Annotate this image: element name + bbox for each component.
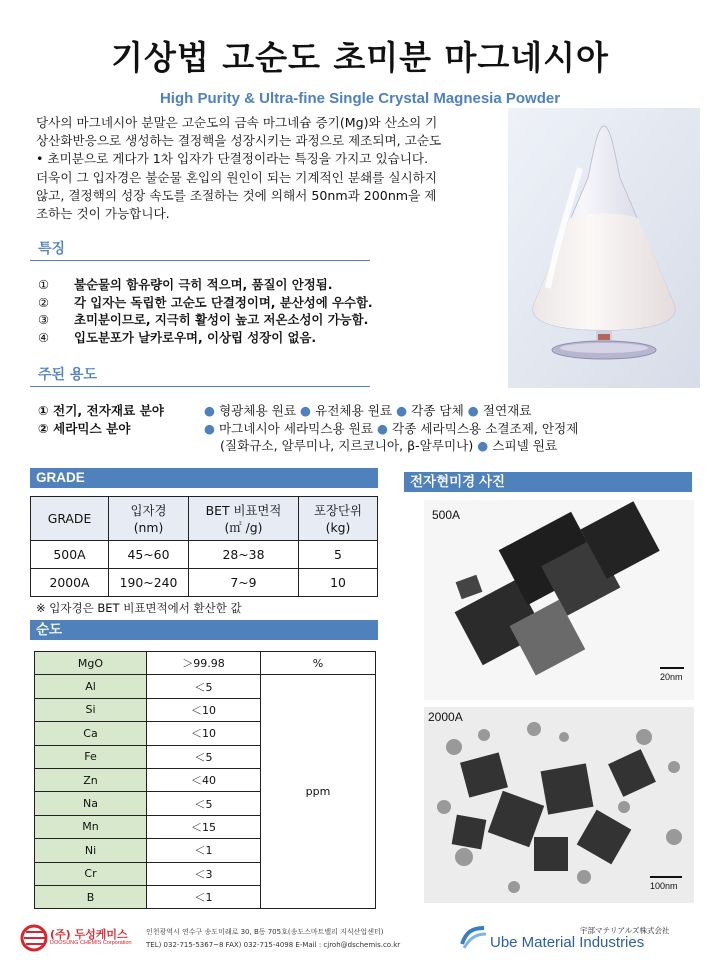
bullet-icon: ● bbox=[396, 403, 408, 418]
table-header-cell: GRADE bbox=[31, 497, 109, 541]
microscope-section-bar: 전자현미경 사진 bbox=[404, 472, 692, 492]
features-list bbox=[38, 276, 498, 346]
element-cell: MgO bbox=[35, 652, 147, 675]
use-row-electronics bbox=[38, 402, 698, 420]
use-item: 각종 세라믹스용 소결조제, 안정제 bbox=[392, 420, 579, 436]
features-divider bbox=[30, 260, 370, 261]
feature-text: 불순물의 함유량이 극히 적으며, 품질이 안정됨. bbox=[74, 277, 333, 292]
intro-line: 상산화반응으로 생성하는 결정핵을 성장시키는 과정으로 제조되며, 고순도 bbox=[36, 133, 442, 149]
use-item: 유전체용 원료 bbox=[315, 403, 393, 418]
value-cell: ＜5 bbox=[147, 675, 261, 698]
intro-line: • 초미분으로 게다가 1차 입자가 단결정이라는 특징을 가지고 있습니다. bbox=[36, 151, 429, 167]
use-category: ① 전기, 전자재료 분야 bbox=[38, 403, 164, 418]
bullet-icon: ● bbox=[467, 403, 479, 418]
table-cell: 10 bbox=[299, 569, 378, 597]
feature-text: 입도분포가 날카로우며, 이상립 성장이 없음. bbox=[74, 329, 317, 345]
table-cell: 190~240 bbox=[109, 569, 189, 597]
ube-logo-icon bbox=[458, 922, 488, 952]
value-cell: ＜15 bbox=[147, 815, 261, 838]
table-row bbox=[31, 569, 378, 597]
intro-line: 않고, 결정핵의 성장 속도를 조절하는 것에 의해서 50nm과 200nm을 제 bbox=[36, 187, 437, 203]
table-header-cell: 입자경 (nm) bbox=[109, 497, 189, 541]
bullet-icon: ● bbox=[300, 403, 312, 418]
uses-heading: 주된 용도 bbox=[38, 367, 97, 383]
footer-company-name: (주) 두성케미스 bbox=[50, 928, 128, 941]
element-cell: Ca bbox=[35, 722, 147, 745]
table-header-cell: 포장단위 (kg) bbox=[299, 497, 378, 541]
feature-number: ③ bbox=[38, 312, 50, 327]
table-cell: 5 bbox=[299, 541, 378, 569]
unit-cell: % bbox=[261, 652, 376, 675]
feature-number: ② bbox=[38, 294, 50, 310]
micrograph-label: 500A bbox=[432, 508, 461, 522]
feature-number: ① bbox=[38, 277, 50, 292]
table-cell: 7~9 bbox=[189, 569, 299, 597]
feature-number: ④ bbox=[38, 329, 50, 345]
page-title: 기상법 고순도 초미분 마그네시아 bbox=[111, 38, 609, 77]
intro-line: 조하는 것이 가능합니다. bbox=[36, 206, 170, 222]
use-item: 마그네시아 세라믹스용 원료 bbox=[219, 420, 374, 436]
intro-line: 더욱이 그 입자경은 불순물 혼입의 원인이 되는 기계적인 분쇄를 실시하지 bbox=[36, 169, 437, 185]
element-cell: Zn bbox=[35, 768, 147, 791]
micrograph-scale-label: 20nm bbox=[660, 672, 683, 682]
intro-line: 당사의 마그네시아 분말은 고순도의 금속 마그네슘 증기(Mg)와 산소의 기 bbox=[36, 115, 438, 130]
feature-item bbox=[38, 294, 498, 312]
use-continuation: (질화규소, 알루미나, 지르코니아, β-알루미나) bbox=[220, 438, 474, 453]
value-cell: ＜10 bbox=[147, 722, 261, 745]
table-cell: 28~38 bbox=[189, 541, 299, 569]
feature-item bbox=[38, 276, 498, 294]
footer-contact bbox=[146, 926, 400, 952]
micrograph-2000a-image bbox=[424, 707, 694, 903]
footer-phone-email: TEL) 032-715-5367~8 FAX) 032-715-4098 E-Mail : cjroh@dschemis.co.kr bbox=[146, 941, 401, 949]
footer-partner-en: Ube Material Industries bbox=[490, 934, 645, 951]
intro-paragraph bbox=[36, 114, 536, 223]
element-cell: Si bbox=[35, 698, 147, 721]
feature-item bbox=[38, 311, 498, 329]
uses-divider bbox=[30, 386, 370, 387]
footer-partner-jp: 宇部マテリアルズ株式会社 bbox=[580, 926, 670, 935]
grade-footnote: ※ 입자경은 BET 비표면적에서 환산한 값 bbox=[36, 601, 242, 615]
table-row bbox=[31, 541, 378, 569]
value-cell: ＜5 bbox=[147, 792, 261, 815]
value-cell: ＜3 bbox=[147, 862, 261, 885]
table-cell: 500A bbox=[31, 541, 109, 569]
use-row-ceramics bbox=[38, 420, 698, 438]
use-row-continuation bbox=[38, 437, 698, 455]
element-cell: Al bbox=[35, 675, 147, 698]
use-item: 절연재료 bbox=[482, 403, 532, 418]
purity-table bbox=[34, 651, 376, 909]
feature-text: 각 입자는 독립한 고순도 단결정이며, 분산성에 우수함. bbox=[74, 294, 373, 310]
value-cell: ＜5 bbox=[147, 745, 261, 768]
use-item: 스피넬 원료 bbox=[492, 438, 558, 453]
feature-text: 초미분이므로, 지극히 활성이 높고 저온소성이 가능함. bbox=[74, 312, 369, 327]
footer-address: 인천광역시 연수구 송도미래로 30, B동 705호(송도스마트밸리 지식산업센터) bbox=[146, 928, 384, 936]
use-item: 각종 담체 bbox=[411, 403, 464, 418]
element-cell: B bbox=[35, 885, 147, 908]
bullet-icon: ● bbox=[204, 420, 215, 436]
use-items bbox=[204, 402, 531, 420]
features-heading: 특징 bbox=[38, 241, 66, 257]
feature-item bbox=[38, 329, 498, 347]
product-flask-image bbox=[508, 108, 700, 388]
table-header-row bbox=[31, 497, 378, 541]
use-category: ② 세라믹스 분야 bbox=[38, 420, 131, 436]
micrograph-500a-image bbox=[424, 500, 694, 700]
element-cell: Na bbox=[35, 792, 147, 815]
grade-table bbox=[30, 496, 378, 597]
ppm-unit-cell: ppm bbox=[261, 675, 376, 909]
value-cell: ＞99.98 bbox=[147, 652, 261, 675]
bullet-icon: ● bbox=[377, 420, 389, 436]
element-cell: Mn bbox=[35, 815, 147, 838]
footer-company-en: DOOSUNG CHEMIS Corporation bbox=[50, 940, 132, 946]
table-row bbox=[35, 675, 376, 698]
table-cell: 2000A bbox=[31, 569, 109, 597]
bullet-icon: ● bbox=[204, 403, 215, 418]
grade-section-bar: GRADE bbox=[30, 468, 378, 488]
uses-list bbox=[38, 402, 698, 455]
use-item: 형광체용 원료 bbox=[219, 403, 297, 418]
element-cell: Ni bbox=[35, 839, 147, 862]
page-subtitle: High Purity & Ultra-fine Single Crystal Magnesia Powder bbox=[159, 90, 561, 107]
value-cell: ＜1 bbox=[147, 839, 261, 862]
use-items bbox=[204, 420, 578, 438]
element-cell: Fe bbox=[35, 745, 147, 768]
value-cell: ＜1 bbox=[147, 885, 261, 908]
table-row bbox=[35, 652, 376, 675]
purity-section-bar: 순도 bbox=[30, 620, 378, 640]
table-cell: 45~60 bbox=[109, 541, 189, 569]
micrograph-scale-label: 100nm bbox=[650, 881, 678, 891]
bullet-icon: ● bbox=[477, 438, 489, 453]
element-cell: Cr bbox=[35, 862, 147, 885]
micrograph-label: 2000A bbox=[428, 710, 463, 724]
value-cell: ＜40 bbox=[147, 768, 261, 791]
table-header-cell: BET 비표면적 (㎡ /g) bbox=[189, 497, 299, 541]
value-cell: ＜10 bbox=[147, 698, 261, 721]
